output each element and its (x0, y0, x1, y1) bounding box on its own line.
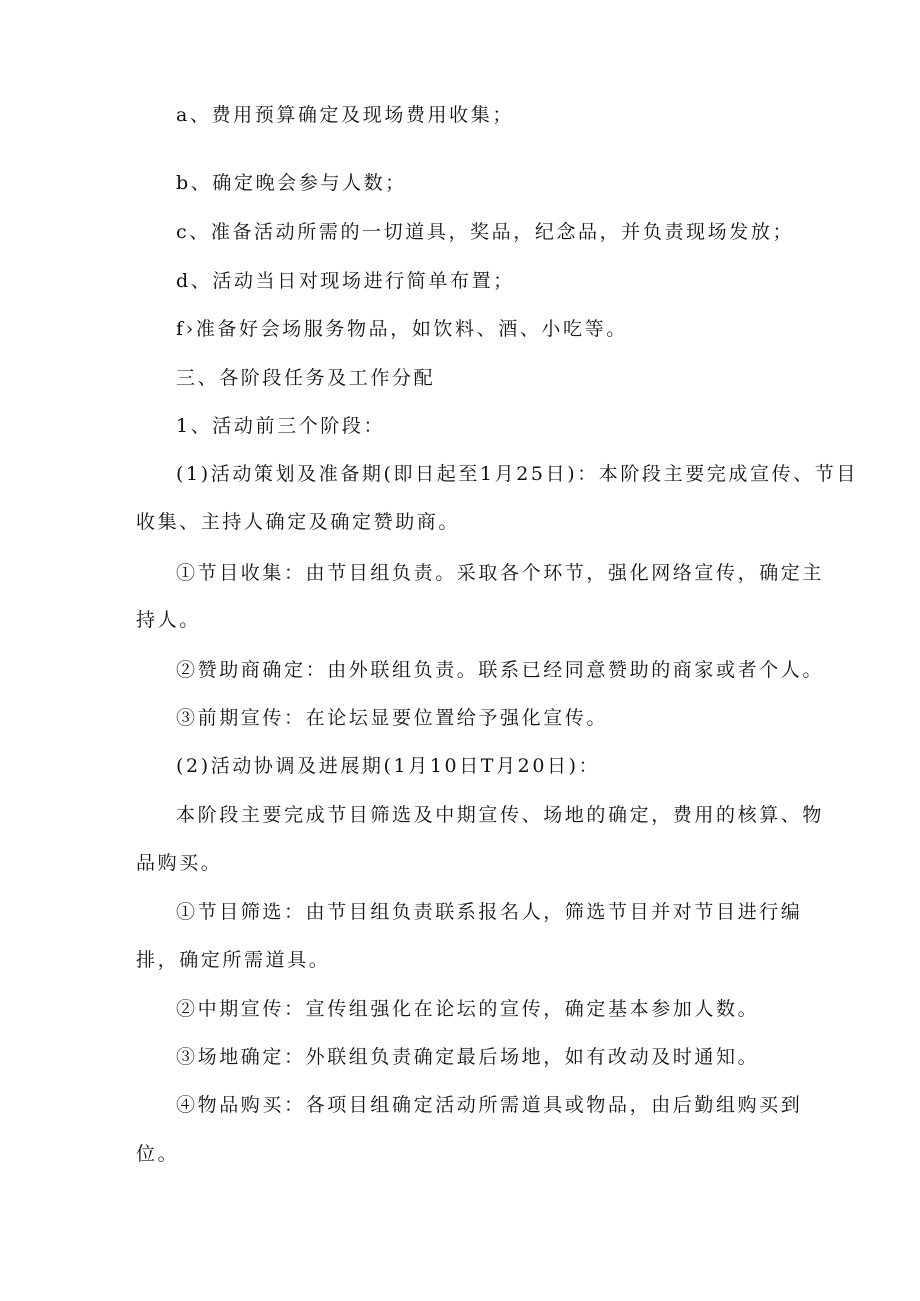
phase-1-item-2: ②赞助商确定：由外联组负责。联系已经同意赞助的商家或者个人。 (176, 659, 825, 681)
phase-2-item-4-continued: 位。 (136, 1143, 180, 1165)
phase-1-paragraph: (1)活动策划及准备期(即日起至1月25日)：本阶段主要完成宣传、节目 (176, 463, 859, 485)
phase-2-paragraph: 本阶段主要完成节目筛选及中期宣传、场地的确定，费用的核算、物 (176, 804, 825, 826)
phase-1-item-1-continued: 持人。 (136, 609, 201, 631)
subsection-heading: 1、活动前三个阶段： (176, 415, 386, 437)
section-heading: 三、各阶段任务及工作分配 (176, 367, 436, 389)
phase-2-item-4: ④物品购买：各项目组确定活动所需道具或物品，由后勤组购买到 (176, 1094, 803, 1116)
list-item-c: c、准备活动所需的一切道具，奖品，纪念品，并负责现场发放； (176, 221, 795, 243)
phase-1-item-3: ③前期宣传：在论坛显要位置给予强化宣传。 (176, 707, 609, 729)
phase-2-heading: (2)活动协调及进展期(1月10日T月20日)： (176, 755, 601, 777)
phase-2-item-1-continued: 排，确定所需道具。 (136, 949, 331, 971)
phase-1-paragraph-continued: 收集、主持人确定及确定赞助商。 (136, 511, 461, 533)
phase-2-item-1: ①节目筛选：由节目组负责联系报名人，筛选节目并对节目进行编 (176, 901, 803, 923)
phase-2-item-2: ②中期宣传：宣传组强化在论坛的宣传，确定基本参加人数。 (176, 998, 760, 1020)
list-item-f: f›准备好会场服务物品，如饮料、酒、小吃等。 (176, 318, 628, 340)
phase-1-item-1: ①节目收集：由节目组负责。采取各个环节，强化网络宣传，确定主 (176, 562, 825, 584)
list-item-b: b、确定晚会参与人数； (176, 172, 407, 194)
list-item-a: a、费用预算确定及现场费用收集； (176, 104, 514, 126)
list-item-d: d、活动当日对现场进行简单布置； (176, 270, 515, 292)
phase-2-paragraph-continued: 品购买。 (136, 852, 223, 874)
phase-2-item-3: ③场地确定：外联组负责确定最后场地，如有改动及时通知。 (176, 1046, 760, 1068)
